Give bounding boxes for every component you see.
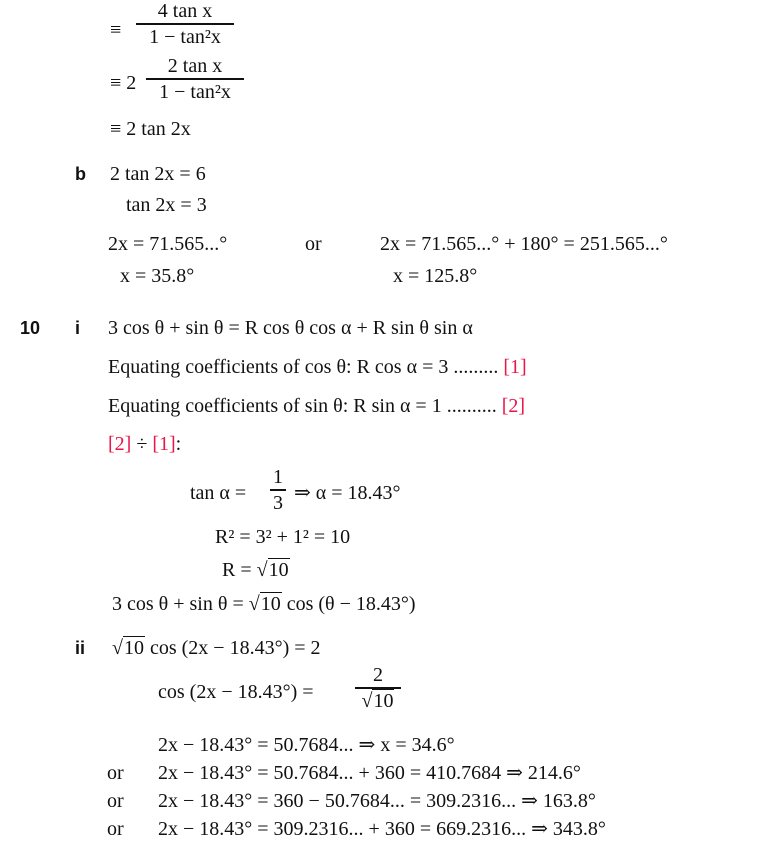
square-root: √10 <box>248 593 281 615</box>
or-text: or <box>107 790 124 812</box>
divide-line <box>108 432 181 456</box>
coefficient-line-1 <box>108 355 527 379</box>
final-form-line <box>112 592 416 616</box>
denominator: 1 − tan²x <box>159 81 231 103</box>
equiv-two: ≡ 2 <box>110 72 137 94</box>
equation-ref-2: [2] <box>108 433 132 455</box>
divide-operator: ÷ <box>136 433 148 455</box>
radicand: 10 <box>260 593 281 615</box>
equation-line: 2 tan 2x = 6 <box>110 163 206 185</box>
coefficient-text: Equating coefficients of cos θ: R cos α = 3 ......... <box>108 356 499 378</box>
square-root: √10 <box>256 559 289 581</box>
part-label-ii: ii <box>75 638 86 658</box>
square-root: √10 <box>361 690 394 712</box>
part-label-b: b <box>75 164 86 184</box>
denominator: 3 <box>273 492 283 514</box>
equiv-sign: ≡ <box>110 19 122 41</box>
numerator: 2 tan x <box>167 55 223 77</box>
equation-line: 3 cos θ + sin θ = R cos θ cos α + R sin θ sin α <box>108 317 473 339</box>
equation-ref-2: [2] <box>501 395 526 417</box>
solution-1b: x = 35.8° <box>120 265 195 287</box>
radicand: 10 <box>268 559 289 581</box>
r-squared-line: R² = 3² + 1² = 10 <box>215 526 351 548</box>
fraction-2-over-root10 <box>355 664 401 712</box>
square-root: √10 <box>112 637 144 659</box>
or-text: or <box>107 762 124 784</box>
numerator: 2 <box>373 664 383 686</box>
solution-line: 2x − 18.43° = 50.7684... + 360 = 410.7684 ⇒ 214.6° <box>158 762 581 784</box>
fraction-bar <box>146 78 244 80</box>
radicand: 10 <box>123 637 144 659</box>
fraction-2tanx <box>146 55 244 103</box>
solution-2a: 2x = 71.565...° + 180° = 251.565...° <box>380 233 668 255</box>
tan-rhs: ⇒ α = 18.43° <box>294 482 401 504</box>
numerator: 4 tan x <box>157 0 213 22</box>
equation-line: ≡ 2 tan 2x <box>110 118 191 140</box>
coefficient-text: Equating coefficients of sin θ: R sin α = 1 .......... <box>108 395 497 417</box>
or-text: or <box>305 233 322 255</box>
equation-line <box>112 636 321 660</box>
equation-rhs: cos (2x − 18.43°) = 2 <box>149 637 321 659</box>
solution-line: 2x − 18.43° = 309.2316... + 360 = 669.2316... ⇒ 343.8° <box>158 818 606 840</box>
equation-ref-1: [1] <box>152 433 176 455</box>
equation-line: tan 2x = 3 <box>126 194 207 216</box>
final-rhs: cos (θ − 18.43°) <box>286 593 416 615</box>
numerator: 1 <box>273 466 283 488</box>
or-text: or <box>107 818 124 840</box>
fraction-one-third <box>270 466 286 514</box>
part-label-i: i <box>75 318 81 338</box>
fraction-bar <box>136 23 234 25</box>
fraction-4tanx <box>136 0 234 48</box>
solution-1a: 2x = 71.565...° <box>108 233 228 255</box>
question-number: 10 <box>20 318 41 338</box>
denominator: 1 − tan²x <box>149 26 221 48</box>
denominator <box>355 690 401 712</box>
r-line <box>222 558 290 582</box>
coefficient-line-2 <box>108 394 525 418</box>
tan-lhs: tan α = <box>190 482 247 504</box>
solution-2b: x = 125.8° <box>393 265 478 287</box>
solution-line: 2x − 18.43° = 50.7684... ⇒ x = 34.6° <box>158 734 455 756</box>
fraction-bar <box>270 489 286 491</box>
r-lhs: R = <box>222 559 252 581</box>
radicand: 10 <box>373 690 394 712</box>
cos-lhs: cos (2x − 18.43°) = <box>158 681 314 703</box>
solution-line: 2x − 18.43° = 360 − 50.7684... = 309.2316... ⇒ 163.8° <box>158 790 596 812</box>
final-lhs: 3 cos θ + sin θ = <box>112 593 244 615</box>
equation-ref-1: [1] <box>503 356 527 378</box>
colon: : <box>175 433 182 455</box>
